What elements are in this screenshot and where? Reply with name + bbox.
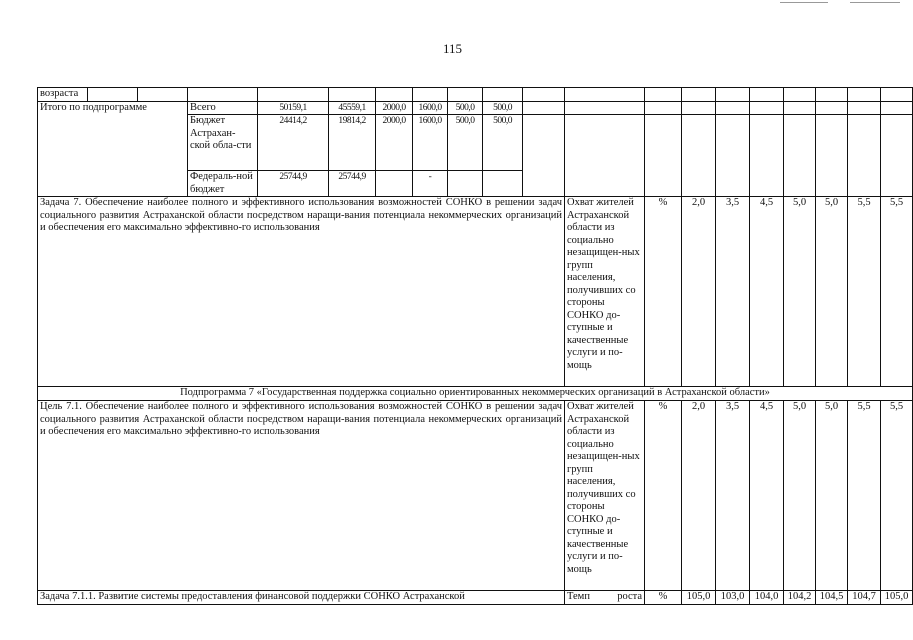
task-7-1-1-text: Задача 7.1.1. Развитие системы предоставления финансовой поддержки СОНКО Астраханской bbox=[38, 591, 565, 605]
task-7-1-1-v2: 103,0 bbox=[716, 591, 750, 605]
indicators-table bbox=[37, 87, 913, 605]
row-goal-7-1 bbox=[38, 401, 913, 591]
goal-7-1-indicator: Охват жителей Астраханской области из социально незащищен-ных групп населения, получивших со стороны СОНКО до-ступные и качественные услуги и по-мощь bbox=[565, 401, 645, 591]
itogo-total-v3: 2000,0 bbox=[376, 101, 413, 115]
task-7-v4: 5,0 bbox=[784, 197, 816, 387]
scan-line-top-right-2 bbox=[850, 2, 900, 3]
scan-line-top-right bbox=[780, 2, 828, 3]
row-task-7 bbox=[38, 197, 913, 387]
itogo-federal-v3 bbox=[376, 171, 413, 197]
task-7-v5: 5,0 bbox=[816, 197, 848, 387]
task-7-v1: 2,0 bbox=[682, 197, 716, 387]
page-number: 115 bbox=[442, 41, 463, 56]
goal-7-1-v1: 2,0 bbox=[682, 401, 716, 591]
itogo-total-v2: 45559,1 bbox=[329, 101, 376, 115]
goal-7-1-v2: 3,5 bbox=[716, 401, 750, 591]
goal-7-1-v7: 5,5 bbox=[881, 401, 913, 591]
source-total: Всего bbox=[188, 101, 258, 115]
goal-7-1-text: Цель 7.1. Обеспечение наиболее полного и эффективного использования возможностей СОНКО в решении задач социального развития Астраханской области посредством наращи-вания потенциала некоммерческих организаций и обеспечения его максимально эффективно-го использования bbox=[38, 401, 565, 591]
task-7-text: Задача 7. Обеспечение наиболее полного и эффективного использования возможностей СОНКО в решении задач социального развития Астраханской области посредством наращи-вания потенциала некоммерческих организаций и обеспечения его максимально эффективно-го использования bbox=[38, 197, 565, 387]
task-7-1-1-v7: 105,0 bbox=[881, 591, 913, 605]
row-itogo-total bbox=[38, 101, 913, 115]
itogo-federal-v2: 25744,9 bbox=[329, 171, 376, 197]
itogo-federal-v6 bbox=[483, 171, 523, 197]
itogo-total-v1: 50159,1 bbox=[258, 101, 329, 115]
goal-7-1-v3: 4,5 bbox=[750, 401, 784, 591]
source-regional: Бюджет Астрахан-ской обла-сти bbox=[188, 115, 258, 171]
task-7-1-1-v3: 104,0 bbox=[750, 591, 784, 605]
task-7-indicator: Охват жителей Астраханской области из социально незащищен-ных групп населения, получивших со стороны СОНКО до-ступные и качественные услуги и по-мощь bbox=[565, 197, 645, 387]
row-vozrasta bbox=[38, 88, 913, 102]
row-task-7-1-1 bbox=[38, 591, 913, 605]
itogo-regional-v4: 1600,0 bbox=[413, 115, 448, 171]
task-7-1-1-v5: 104,5 bbox=[816, 591, 848, 605]
task-7-v2: 3,5 bbox=[716, 197, 750, 387]
itogo-label: Итого по подпрограмме bbox=[38, 101, 188, 197]
task-7-1-1-v6: 104,7 bbox=[848, 591, 881, 605]
row-subprogram-title bbox=[38, 387, 913, 401]
task-7-1-1-v4: 104,2 bbox=[784, 591, 816, 605]
itogo-regional-v5: 500,0 bbox=[448, 115, 483, 171]
goal-7-1-v5: 5,0 bbox=[816, 401, 848, 591]
itogo-total-v5: 500,0 bbox=[448, 101, 483, 115]
task-7-1-1-indicator-b: роста bbox=[617, 591, 642, 602]
cell-vozrasta: возраста bbox=[38, 88, 88, 102]
task-7-v6: 5,5 bbox=[848, 197, 881, 387]
task-7-v7: 5,5 bbox=[881, 197, 913, 387]
itogo-regional-v6: 500,0 bbox=[483, 115, 523, 171]
goal-7-1-v4: 5,0 bbox=[784, 401, 816, 591]
itogo-federal-v1: 25744,9 bbox=[258, 171, 329, 197]
task-7-1-1-indicator bbox=[565, 591, 645, 605]
task-7-unit: % bbox=[645, 197, 682, 387]
itogo-total-v6: 500,0 bbox=[483, 101, 523, 115]
itogo-regional-v1: 24414,2 bbox=[258, 115, 329, 171]
itogo-regional-v2: 19814,2 bbox=[329, 115, 376, 171]
itogo-federal-v5 bbox=[448, 171, 483, 197]
task-7-1-1-indicator-a: Темп bbox=[567, 591, 590, 602]
itogo-federal-v4: - bbox=[413, 171, 448, 197]
goal-7-1-unit: % bbox=[645, 401, 682, 591]
task-7-v3: 4,5 bbox=[750, 197, 784, 387]
itogo-regional-v3: 2000,0 bbox=[376, 115, 413, 171]
task-7-1-1-unit: % bbox=[645, 591, 682, 605]
goal-7-1-v6: 5,5 bbox=[848, 401, 881, 591]
source-federal: Федераль-ной бюджет bbox=[188, 171, 258, 197]
task-7-1-1-v1: 105,0 bbox=[682, 591, 716, 605]
subprogram-title: Подпрограмма 7 «Государственная поддержка социально ориентированных некоммерческих организаций в Астраханской области» bbox=[38, 387, 913, 401]
itogo-total-v4: 1600,0 bbox=[413, 101, 448, 115]
